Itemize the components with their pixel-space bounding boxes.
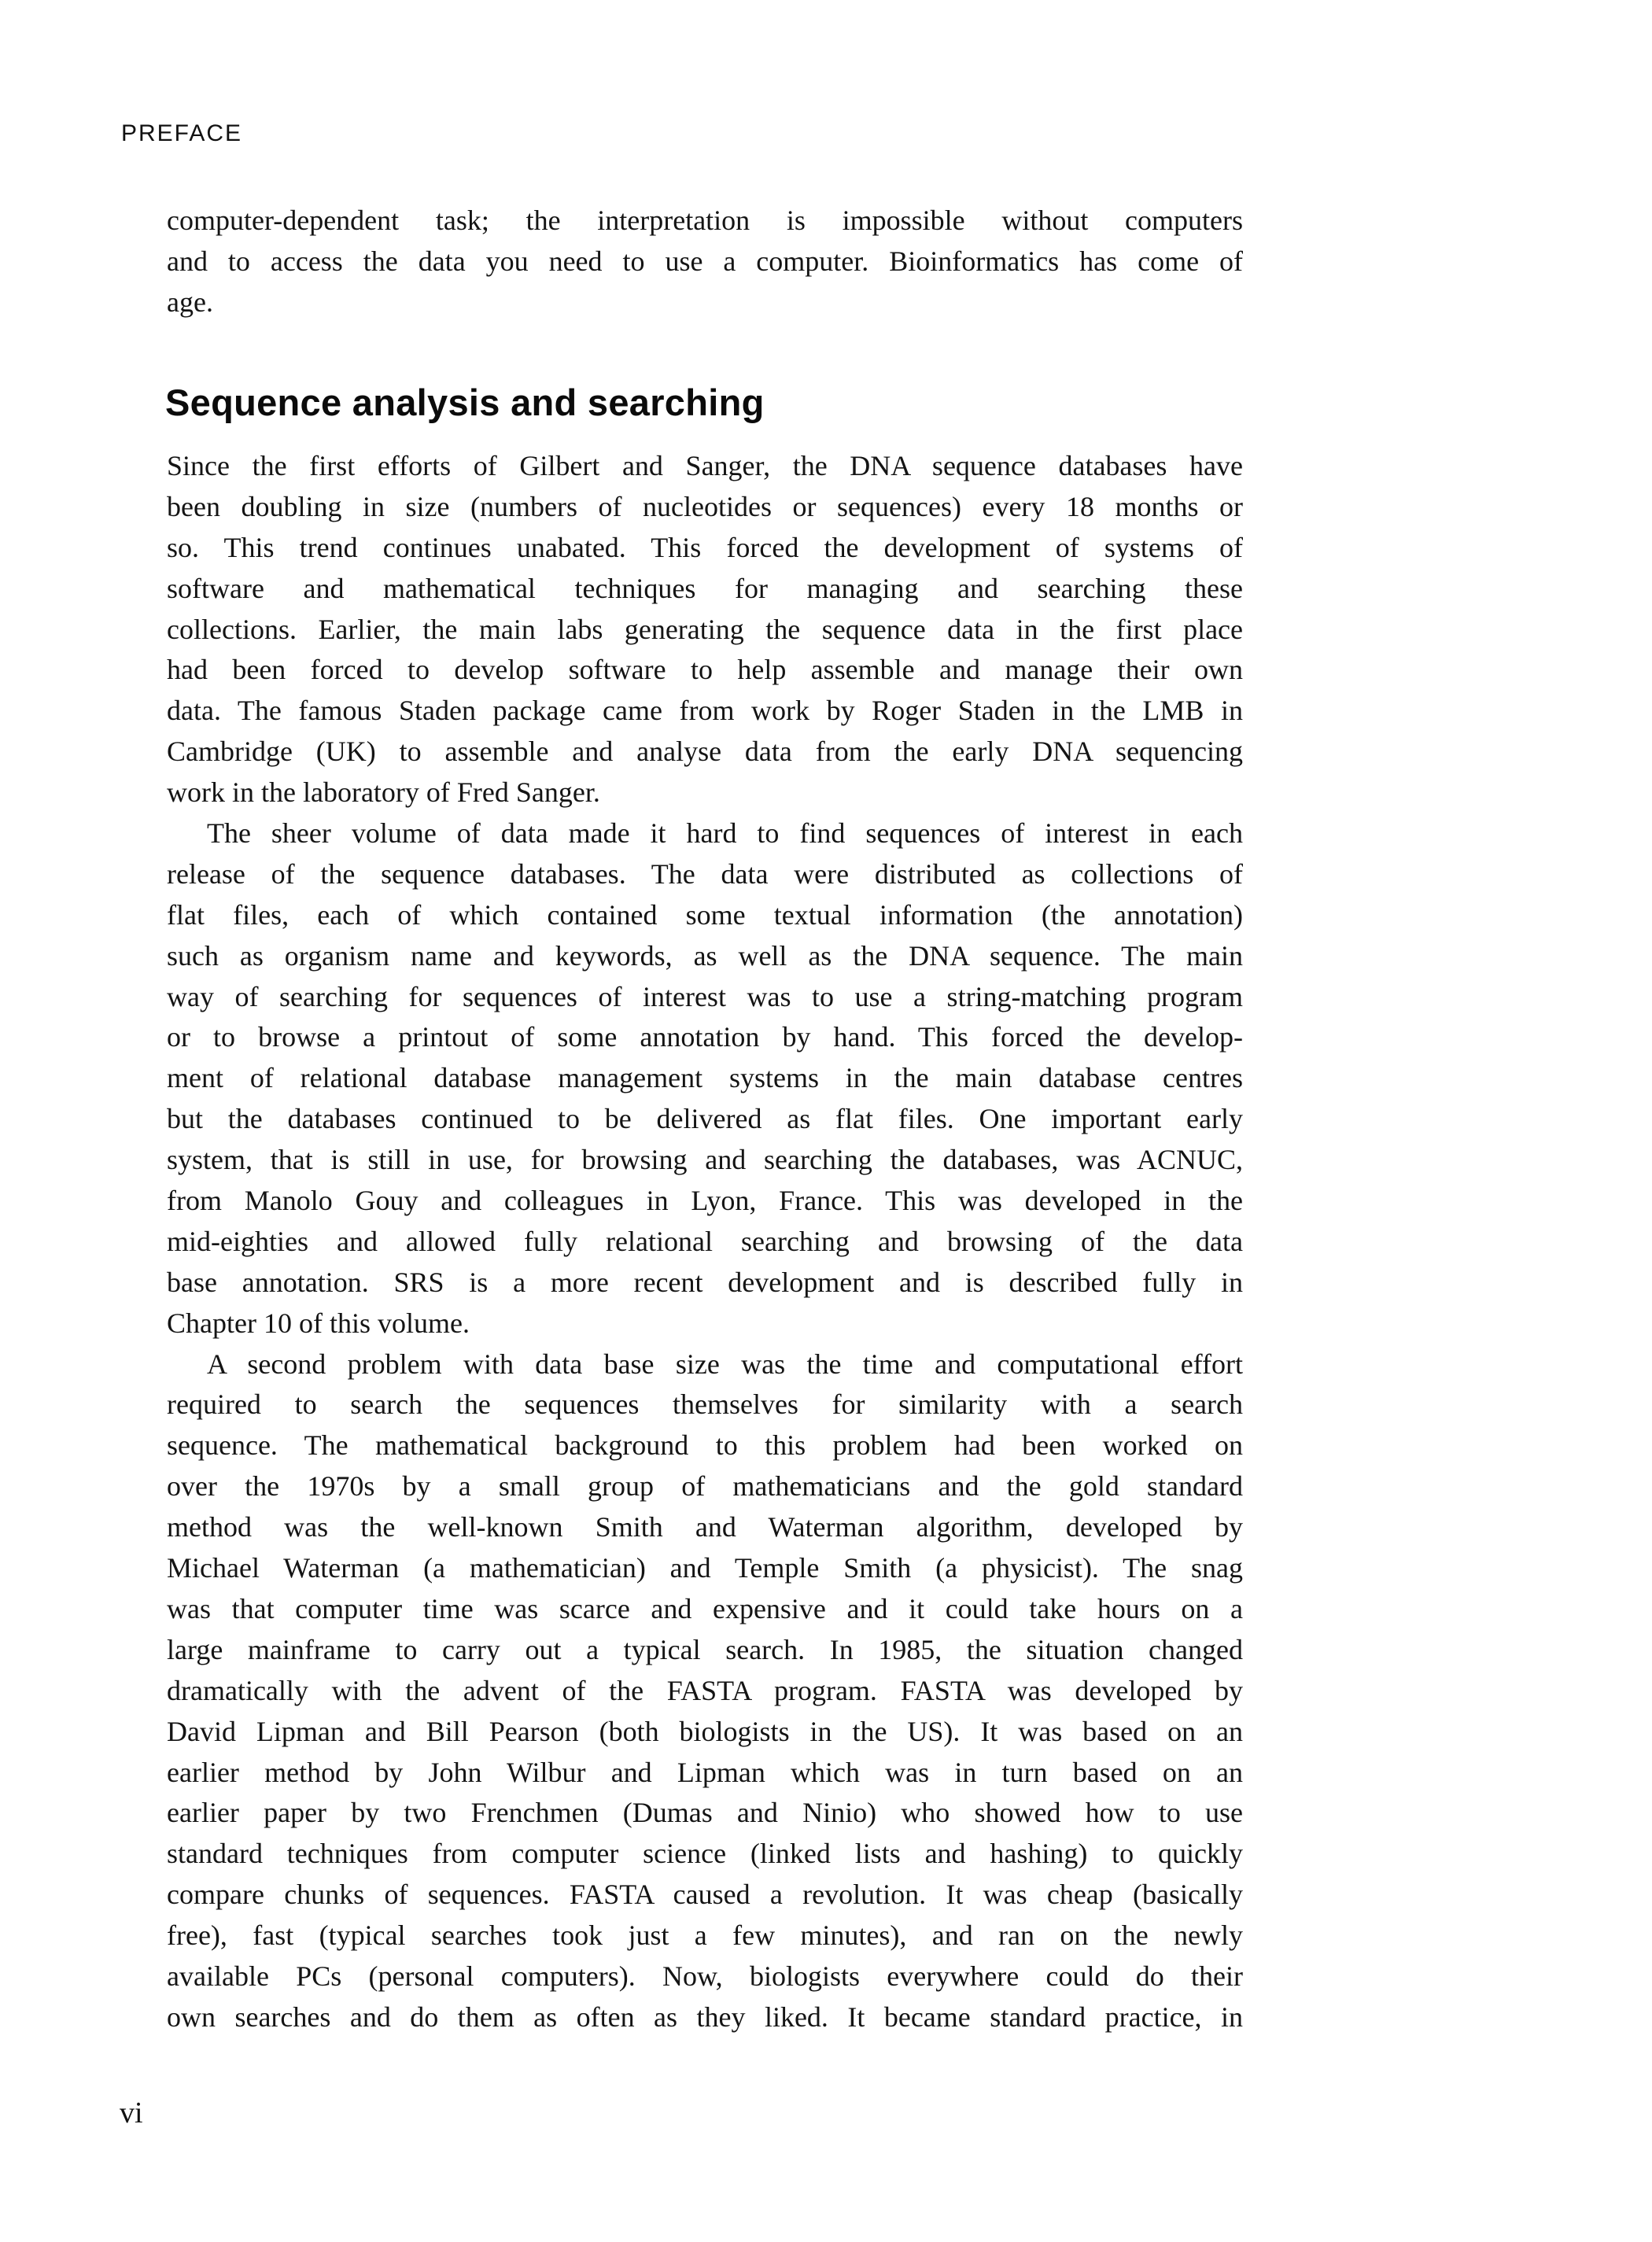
section-body [167, 446, 1243, 2038]
text-line: method was the well-known Smith and Waterman algorithm, developed by [167, 1511, 1243, 1543]
text-line: Chapter 10 of this volume. [167, 1307, 470, 1339]
text-line: earlier method by John Wilbur and Lipman which was in turn based on an [167, 1756, 1243, 1788]
text-line: dramatically with the advent of the FASTA program. FASTA was developed by [167, 1674, 1243, 1706]
text-line: base annotation. SRS is a more recent development and is described fully in [167, 1266, 1243, 1298]
text-line: compare chunks of sequences. FASTA caused a revolution. It was cheap (basically [167, 1879, 1243, 1911]
paragraph-3 [167, 1344, 1243, 2038]
text-line: earlier paper by two Frenchmen (Dumas and Ninio) who showed how to use [167, 1797, 1243, 1829]
text-line: required to search the sequences themselves for similarity with a search [167, 1388, 1243, 1421]
text-line: flat files, each of which contained some textual information (the annotation) [167, 898, 1243, 931]
text-line: from Manolo Gouy and colleagues in Lyon, France. This was developed in the [167, 1185, 1243, 1217]
text-line: been doubling in size (numbers of nucleotides or sequences) every 18 months or [167, 490, 1243, 522]
text-line: and to access the data you need to use a computer. Bioinformatics has come of [167, 245, 1243, 277]
text-line: standard techniques from computer science (linked lists and hashing) to quickly [167, 1838, 1243, 1870]
text-line: The sheer volume of data made it hard to find sequences of interest in each [207, 817, 1243, 850]
text-line: computer-dependent task; the interpretation is impossible without computers [167, 205, 1243, 236]
text-line: mid-eighties and allowed fully relational searching and browsing of the data [167, 1225, 1243, 1257]
text-line: Michael Waterman (a mathematician) and Temple Smith (a physicist). The snag [167, 1552, 1243, 1584]
text-line: sequence. The mathematical background to this problem had been worked on [167, 1429, 1243, 1462]
text-line: large mainframe to carry out a typical search. In 1985, the situation changed [167, 1633, 1243, 1665]
paragraph-2 [167, 813, 1243, 1344]
text-line: had been forced to develop software to help assemble and manage their own [167, 654, 1243, 686]
text-line: was that computer time was scarce and expensive and it could take hours on a [167, 1592, 1243, 1624]
text-line: software and mathematical techniques for managing and searching these [167, 572, 1243, 604]
text-line: collections. Earlier, the main labs generating the sequence data in the first place [167, 613, 1243, 645]
text-line: work in the laboratory of Fred Sanger. [167, 776, 600, 809]
text-line: release of the sequence databases. The data were distributed as collections of [167, 857, 1243, 890]
text-line: system, that is still in use, for browsing and searching the databases, was ACNUC, [167, 1144, 1243, 1176]
text-line: or to browse a printout of some annotation by hand. This forced the develop- [167, 1021, 1243, 1053]
text-line: age. [167, 286, 213, 318]
text-line: own searches and do them as often as they liked. It became standard practice, in [167, 2000, 1243, 2033]
section-heading: Sequence analysis and searching [165, 382, 765, 423]
text-line: David Lipman and Bill Pearson (both biologists in the US). It was based on an [167, 1715, 1243, 1747]
text-line: over the 1970s by a small group of mathematicians and the gold standard [167, 1470, 1243, 1503]
text-line: Since the first efforts of Gilbert and Sanger, the DNA sequence databases have [167, 450, 1243, 481]
page-number: vi [120, 2096, 143, 2130]
text-line: ment of relational database management systems in the main database centres [167, 1062, 1243, 1094]
text-line: Cambridge (UK) to assemble and analyse data from the early DNA sequencing [167, 736, 1243, 768]
text-line: A second problem with data base size was the time and computational effort [207, 1348, 1243, 1380]
text-line: available PCs (personal computers). Now, biologists everywhere could do their [167, 1960, 1243, 1992]
paragraph-1 [167, 446, 1243, 813]
intro-paragraph-continuation [167, 201, 1243, 323]
text-line: free), fast (typical searches took just a few minutes), and ran on the newly [167, 1919, 1243, 1952]
text-line: but the databases continued to be delivered as flat files. One important early [167, 1103, 1243, 1135]
text-line: data. The famous Staden package came from work by Roger Staden in the LMB in [167, 695, 1243, 727]
running-head: PREFACE [121, 120, 243, 146]
text-line: such as organism name and keywords, as well as the DNA sequence. The main [167, 939, 1243, 972]
text-line: so. This trend continues unabated. This forced the development of systems of [167, 531, 1243, 563]
text-line: way of searching for sequences of interest was to use a string-matching program [167, 980, 1243, 1012]
